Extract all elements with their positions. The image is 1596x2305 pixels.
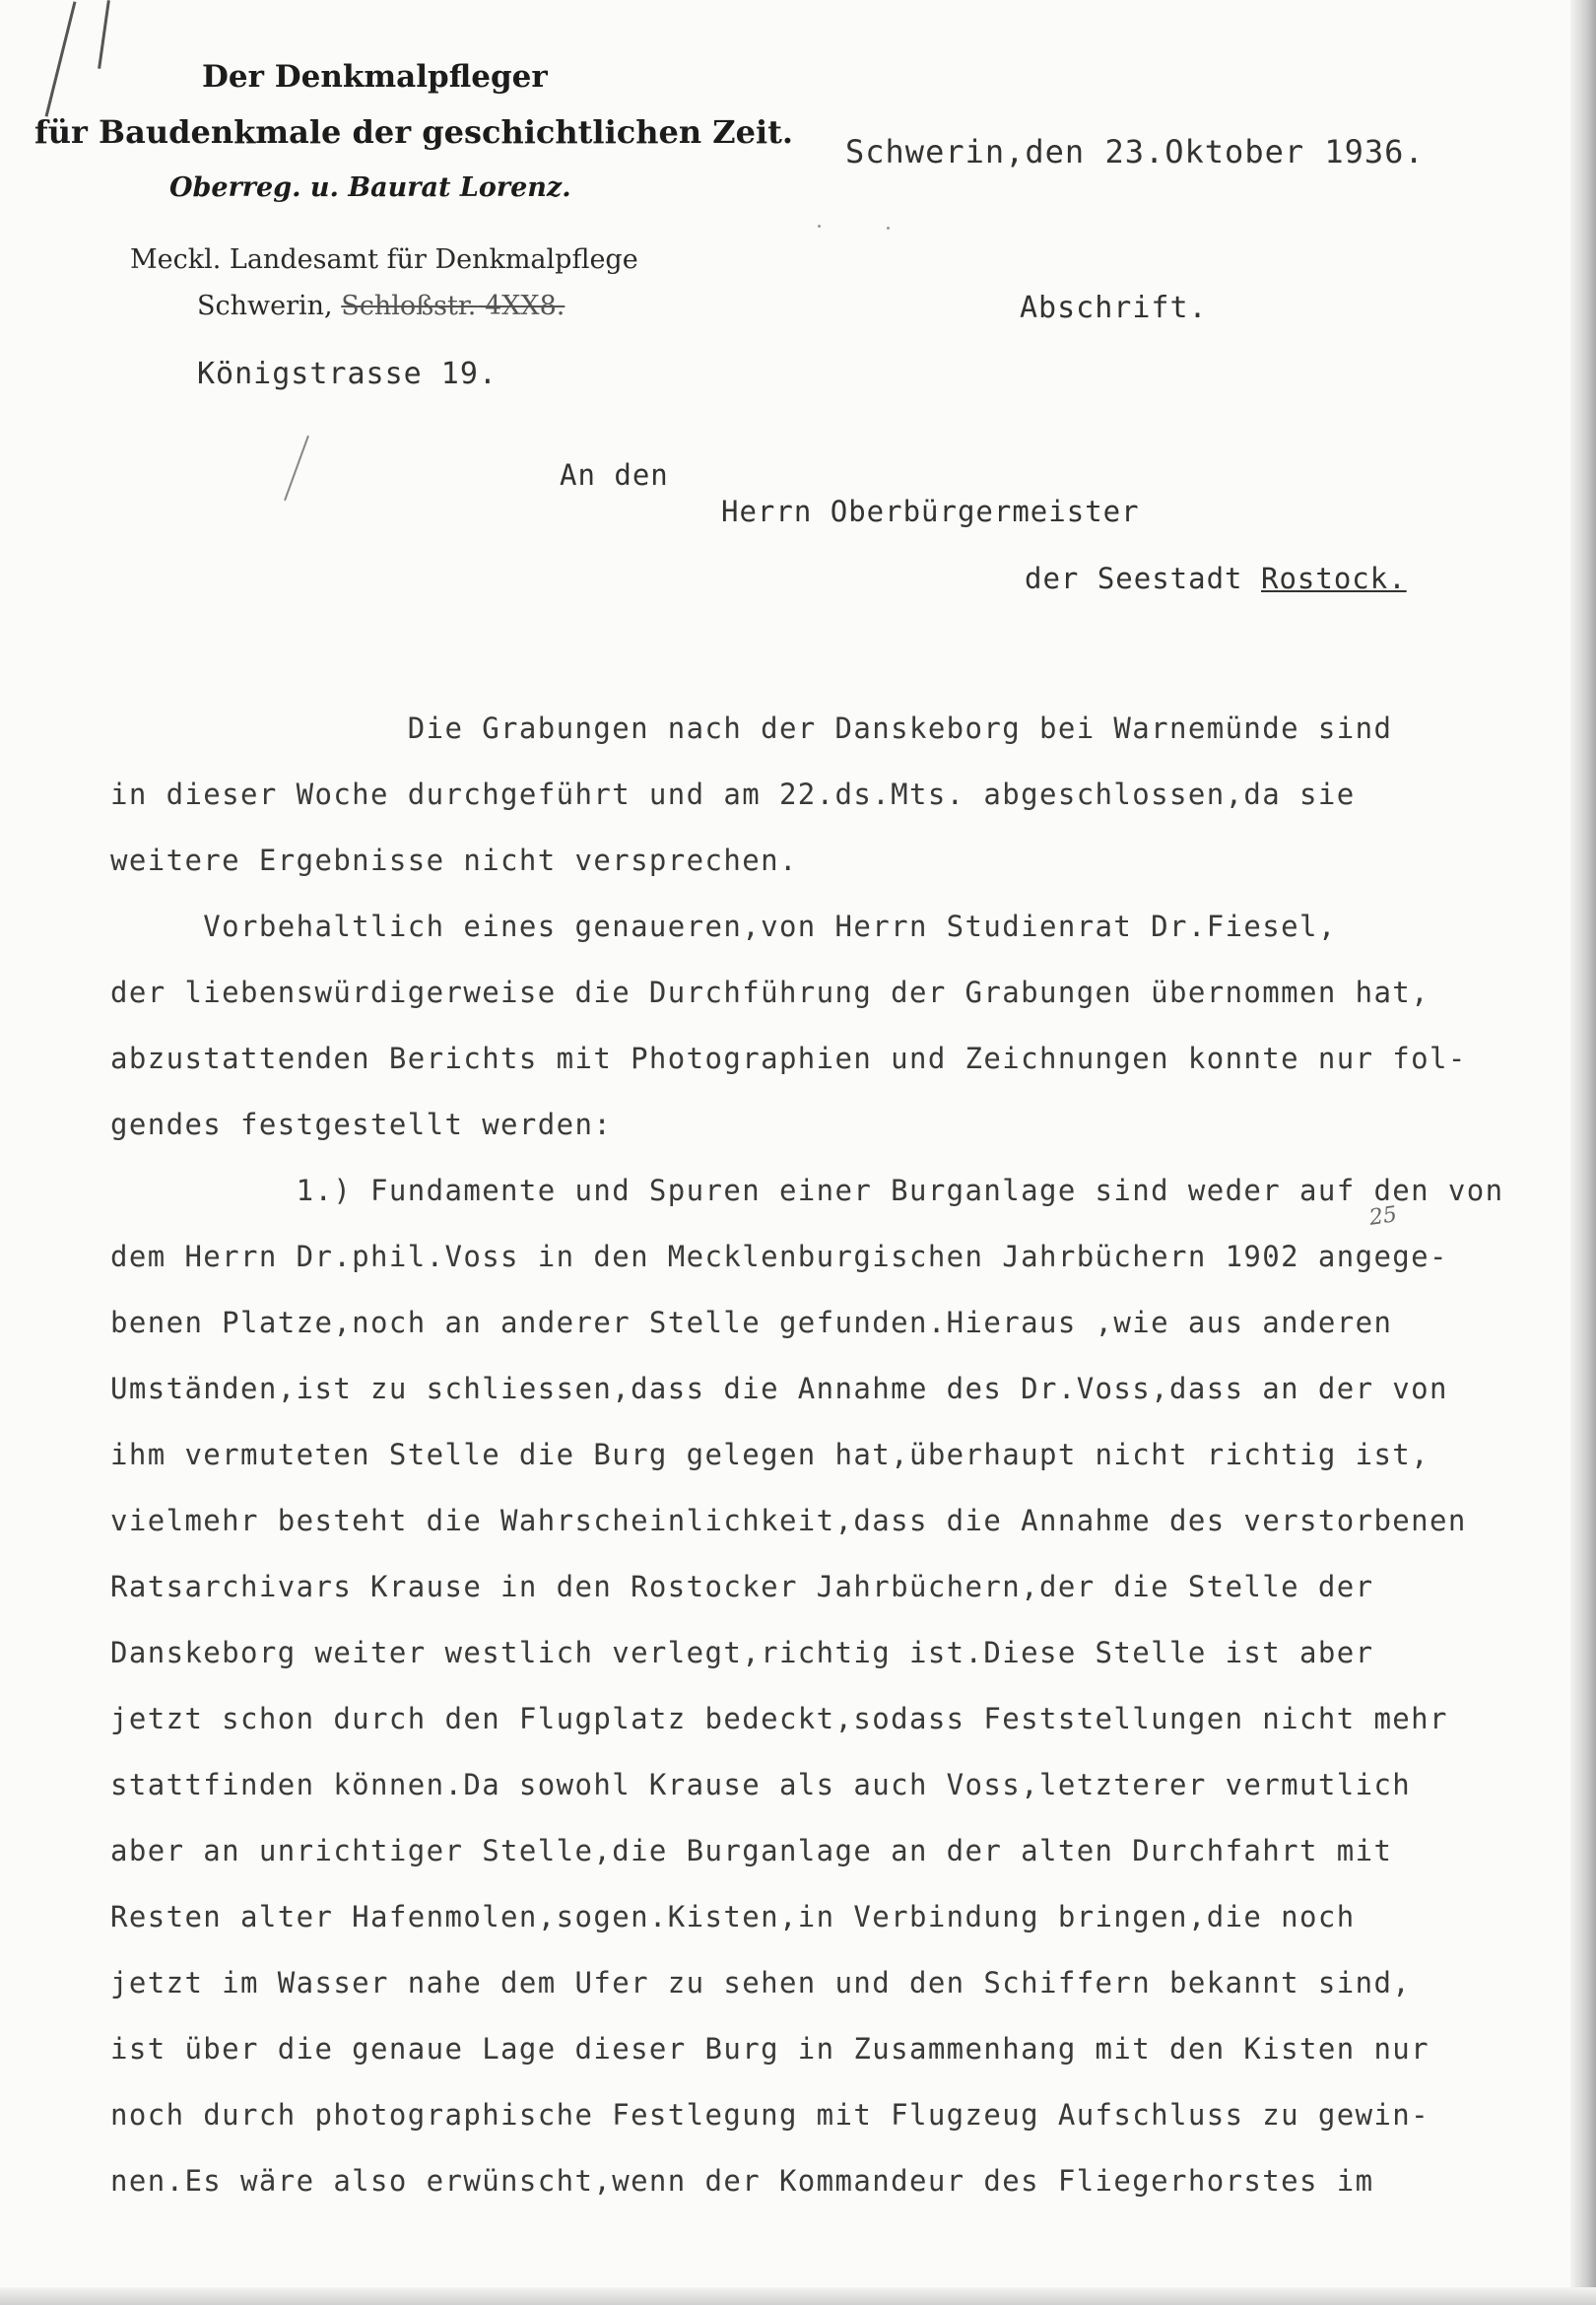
body-line: nen.Es wäre also erwünscht,wenn der Kommandeur des Fliegerhorstes im (110, 2164, 1374, 2198)
body-line: ist über die genaue Lage dieser Burg in Zusammenhang mit den Kisten nur (110, 2032, 1430, 2066)
body-line: jetzt schon durch den Flugplatz bedeckt,sodass Feststellungen nicht mehr (110, 1702, 1448, 1735)
body-line: Vorbehaltlich eines genaueren,von Herrn Studienrat Dr.Fiesel, (110, 910, 1337, 943)
pen-mark (98, 0, 110, 69)
body-line: Ratsarchivars Krause in den Rostocker Jahrbüchern,der die Stelle der (110, 1570, 1374, 1603)
body-line: in dieser Woche durchgeführt und am 22.ds.Mts. abgeschlossen,da sie (110, 778, 1356, 811)
office-address (197, 291, 565, 321)
pen-mark (284, 436, 309, 501)
recipient-title: Herrn Oberbürgermeister (721, 495, 1140, 528)
body-line: abzustattenden Berichts mit Photographien und Zeichnungen konnte nur fol- (110, 1042, 1467, 1075)
body-line: weitere Ergebnisse nicht versprechen. (110, 844, 798, 877)
date-line: Schwerin,den 23.Oktober 1936. (845, 133, 1425, 170)
copy-label: Abschrift. (1020, 291, 1208, 325)
scan-edge-bottom (0, 2287, 1596, 2305)
letterhead-subtitle: für Baudenkmale der geschichtlichen Zeit. (34, 113, 794, 151)
body-line: vielmehr besteht die Wahrscheinlichkeit,dass die Annahme des verstorbenen (110, 1504, 1467, 1537)
recipient-city-line (1025, 562, 1407, 595)
body-line: benen Platze,noch an anderer Stelle gefunden.Hieraus ,wie aus anderen (110, 1306, 1393, 1339)
speck (818, 225, 821, 228)
body-line: aber an unrichtiger Stelle,die Burganlage an der alten Durchfahrt mit (110, 1834, 1393, 1867)
body-line: gendes festgestellt werden: (110, 1108, 613, 1141)
body-line: jetzt im Wasser nahe dem Ufer zu sehen und den Schiffern bekannt sind, (110, 1966, 1412, 2000)
body-line: Die Grabungen nach der Danskeborg bei Warnemünde sind (110, 712, 1393, 745)
office-name: Meckl. Landesamt für Denkmalpflege (130, 244, 638, 275)
scan-edge-right (1570, 0, 1596, 2305)
letterhead-official: Oberreg. u. Baurat Lorenz. (169, 172, 571, 203)
body-line: dem Herrn Dr.phil.Voss in den Mecklenburgischen Jahrbüchern 1902 angege- (110, 1240, 1448, 1273)
office-city: Schwerin, (197, 291, 333, 321)
letterhead-title: Der Denkmalpfleger (202, 59, 548, 95)
pen-mark (45, 1, 77, 116)
office-street: Königstrasse 19. (197, 357, 498, 391)
body-line: stattfinden können.Da sowohl Krause als auch Voss,letzterer vermutlich (110, 1768, 1412, 1801)
speck (887, 227, 890, 230)
body-line: ihm vermuteten Stelle die Burg gelegen hat,überhaupt nicht richtig ist, (110, 1438, 1430, 1471)
letter-body (110, 696, 1568, 2214)
body-line: Umständen,ist zu schliessen,dass die Annahme des Dr.Voss,dass an der von (110, 1372, 1448, 1405)
recipient-salutation: An den (560, 458, 669, 492)
body-line: Resten alter Hafenmolen,sogen.Kisten,in Verbindung bringen,die noch (110, 1900, 1356, 1933)
recipient-city-prefix: der Seestadt (1025, 562, 1243, 595)
body-line: noch durch photographische Festlegung mit Flugzeug Aufschluss zu gewin- (110, 2098, 1430, 2132)
body-lines (110, 696, 1568, 2214)
body-line: 1.) Fundamente und Spuren einer Burganlage sind weder auf den von (110, 1174, 1504, 1207)
handwritten-correction: 25 (1367, 1202, 1399, 1231)
recipient-city: Rostock. (1260, 562, 1407, 595)
body-line: Danskeborg weiter westlich verlegt,richtig ist.Diese Stelle ist aber (110, 1636, 1374, 1669)
body-line: der liebenswürdigerweise die Durchführung der Grabungen übernommen hat, (110, 976, 1430, 1009)
struck-address: Schloßstr. 4XX8. (341, 291, 565, 321)
